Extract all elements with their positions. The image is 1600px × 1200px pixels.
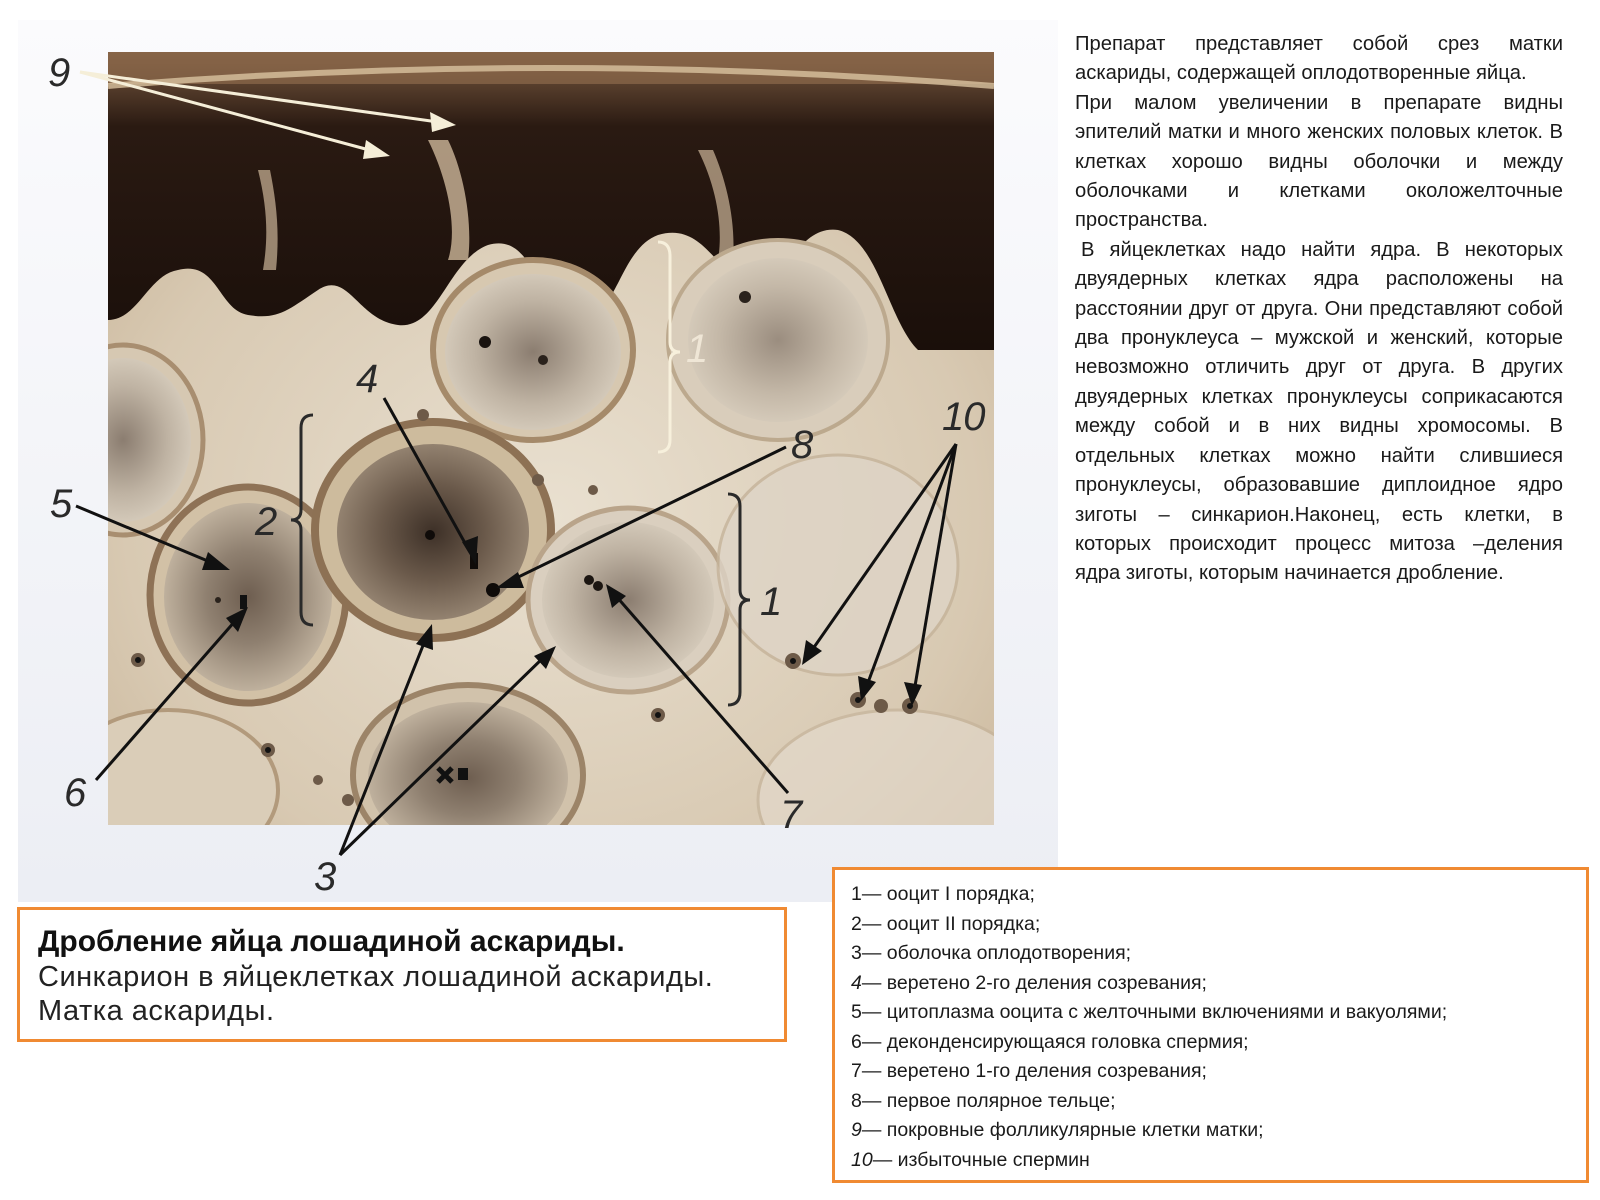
label-2: 2	[255, 500, 277, 544]
legend-text: — деконденсирующаяся головка спермия;	[861, 1030, 1249, 1053]
legend-text: — веретено 1-го деления созревания;	[861, 1060, 1207, 1082]
legend-number: 5	[851, 1001, 862, 1023]
legend-number: 7	[851, 1060, 862, 1082]
label-4: 4	[356, 357, 378, 401]
legend-item	[851, 1057, 1574, 1087]
legend-item	[851, 969, 1574, 999]
legend-text: — веретено 2-го деления созревания;	[861, 971, 1207, 994]
legend-number: 10	[851, 1148, 873, 1171]
description-paragraph: В яйцеклетках надо найти ядра. В некоторых двуядерных клетках ядра расположены на расстоянии друг от друга. Они представляют собой два пронуклеуса – мужской и женский, которые невозможно отличить друг от друга. В других двуядерных клетках пронуклеусы соприкасаются между собой и в них видны хромосомы. В отдельных клетках можно найти слившиеся пронуклеусы, образовавшие диплоидное ядро зиготы – синкарион.Наконец, есть клетки, в которых происходит процесс митоза –деления ядра зиготы, которым начинается дробление.	[1075, 238, 1563, 585]
caption-title: Дробление яйца лошадиной аскариды.	[38, 925, 625, 958]
legend-text: — избыточные спермин	[872, 1148, 1090, 1171]
legend-number: 3	[851, 942, 862, 964]
label-7: 7	[780, 793, 802, 837]
micrograph-image	[18, 20, 1058, 902]
legend-item	[851, 998, 1574, 1028]
caption-subtitle: Синкарион в яйцеклетках лошадиной аскариды. Матка аскариды.	[38, 961, 714, 1027]
description-text	[1075, 30, 1563, 589]
legend-item	[851, 1087, 1574, 1117]
legend-number: 9	[851, 1119, 862, 1141]
legend-item	[851, 939, 1574, 969]
micrograph-figure	[18, 20, 1058, 902]
label-5: 5	[50, 482, 72, 526]
label-8: 8	[791, 423, 813, 467]
legend-number: 8	[851, 1089, 862, 1112]
label-9: 9	[48, 51, 70, 95]
legend-item	[851, 880, 1574, 910]
description-paragraph: При малом увеличении в препарате видны эпителий матки и много женских половых клеток. В клетках хорошо видны оболочки и между оболочками и клетками околожелточные пространства.	[1075, 91, 1563, 232]
description-paragraph: Препарат представляет собой срез матки аскариды, содержащей оплодотворенные яйца.	[1075, 33, 1563, 85]
legend-text: — покровные фолликулярные клетки матки;	[861, 1119, 1264, 1141]
legend-number: 6	[851, 1030, 862, 1053]
legend-text: — ооцит II порядка;	[861, 912, 1041, 935]
legend-number: 4	[851, 971, 862, 994]
micrograph-photo	[43, 52, 1038, 890]
legend-text: — оболочка оплодотворения;	[861, 942, 1132, 964]
legend-item	[851, 910, 1574, 940]
label-1-top: 1	[686, 327, 708, 371]
legend-text: — ооцит I порядка;	[861, 883, 1035, 905]
legend-text: — первое полярное тельце;	[861, 1089, 1116, 1112]
legend-number: 2	[851, 912, 862, 935]
legend-item	[851, 1116, 1574, 1146]
legend-item	[851, 1028, 1574, 1058]
caption-box	[17, 907, 787, 1042]
legend-box	[832, 867, 1589, 1183]
legend-item	[851, 1146, 1574, 1176]
label-1-right: 1	[760, 580, 782, 624]
label-6: 6	[64, 771, 86, 815]
label-3: 3	[314, 855, 336, 899]
legend-list	[851, 880, 1574, 1175]
legend-text: — цитоплазма ооцита с желточными включениями и вакуолями;	[861, 1001, 1448, 1023]
legend-number: 1	[851, 883, 862, 905]
label-10: 10	[942, 395, 985, 439]
